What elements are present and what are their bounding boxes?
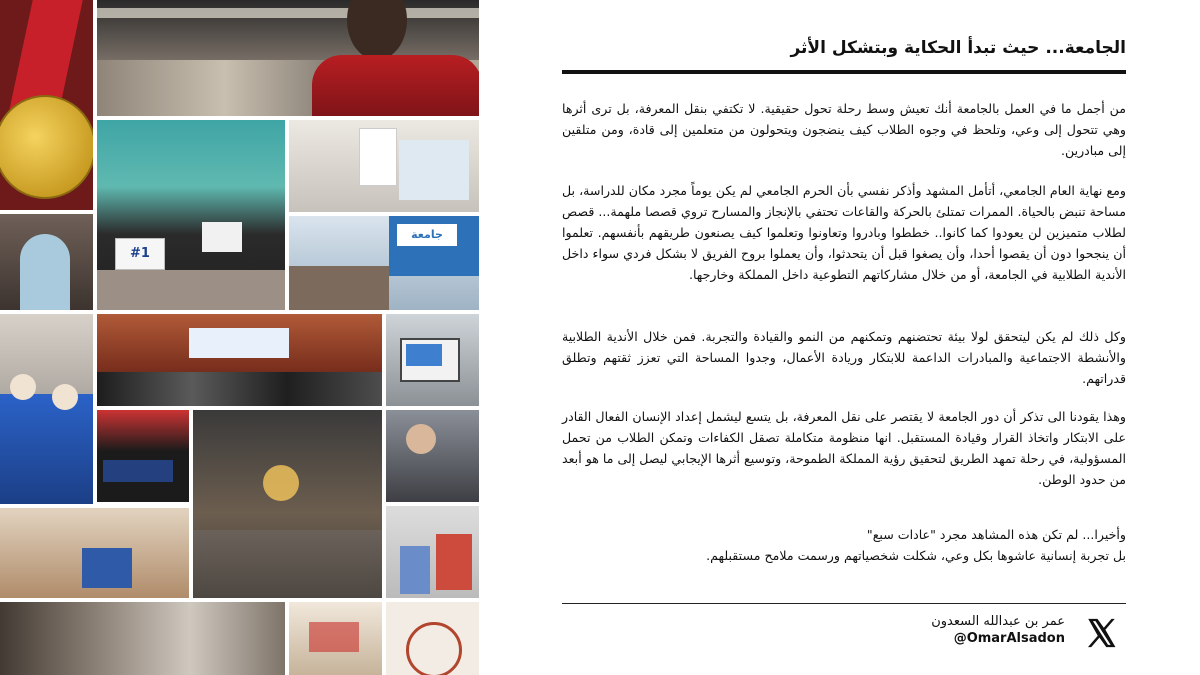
photo-display <box>386 506 479 598</box>
article <box>562 0 1126 675</box>
photo-workbench <box>0 508 189 598</box>
x-logo-icon[interactable] <box>1084 616 1118 650</box>
hashtag-sign-text: #1 <box>130 246 150 261</box>
article-title: الجامعة... حيث تبدأ الحكاية وبتشكل الأثر <box>790 38 1126 58</box>
footer-divider <box>562 603 1126 604</box>
photo-archway <box>0 214 93 310</box>
photo-hall-event <box>97 314 382 406</box>
author-block <box>925 614 1065 646</box>
closing-line-1: وأخيرا... لم تكن هذه المشاهد مجرد "عادات سبع" <box>866 527 1126 542</box>
photo-lab <box>386 410 479 502</box>
paragraph-1: من أجمل ما في العمل بالجامعة أنك تعيش وسط رحلة تحول حقيقية. لا تكتفي بنقل المعرفة، بل ترى أثرها وهي تتحول إلى وعي، وتلحظ في وجوه الطلاب كيف ينضجون ويتحولون من متعلمين إلى قادة، ومن متلقين إلى مبادرين. <box>562 101 1126 158</box>
photo-medal <box>0 0 93 210</box>
photo-booth <box>289 120 479 212</box>
closing-line-2: بل تجربة إنسانية عاشوها بكل وعي، شكلت شخصياتهم ورسمت ملامح مستقبلهم. <box>706 548 1126 563</box>
photo-logo-wall <box>289 602 382 675</box>
title-divider <box>562 70 1126 74</box>
author-handle[interactable]: @OmarAlsadon <box>953 631 1065 646</box>
paragraph-3: وكل ذلك لم يكن ليتحقق لولا بيئة تحتضنهم وتمكنهم من النمو والقيادة والتجربة. فمن خلال الأندية الطلابية والأنشطة الاجتماعية والمبادرات الداعمة للابتكار وريادة الأعمال، وجدوا المساحة التي تعزز ثقتهم وتطلق قدراتهم. <box>562 329 1126 386</box>
photo-night-event <box>193 410 382 598</box>
university-sign-text: جامعة <box>411 228 443 241</box>
paragraph-4: وهذا يقودنا الى تذكر أن دور الجامعة لا يقتصر على نقل المعرفة، بل يتسع ليشمل إعداد الإنسان الفعال القادر على الابتكار واتخاذ القرار وقيادة المستقبل. انها منظومة متكاملة تصقل الكفاءات وتمكن الطلاب من تحمل المسؤولية، في رحلة تمهد الطريق لتحقيق رؤية المملكة الطموحة، وتوسيع أثرها الإيجابي ليصل إلى ما هو أبعد من حدود الوطن. <box>562 409 1126 487</box>
photo-brand-logo <box>386 602 479 675</box>
photo-medical-device <box>386 314 479 406</box>
photo-crowd-volunteer <box>97 0 479 116</box>
photo-university-booth <box>289 216 479 310</box>
photo-dental-training <box>0 314 93 504</box>
photo-collage <box>0 0 480 675</box>
photo-group-event <box>97 120 285 310</box>
author-name: عمر بن عبدالله السعدون <box>931 614 1065 629</box>
paragraph-2: ومع نهاية العام الجامعي، أتأمل المشهد وأذكر نفسي بأن الحرم الجامعي لم يكن يوماً مجرد مكان للدراسة، بل مساحة تنبض بالحياة. الممرات تمتلئ بالحركة والقاعات تحتفي بالإنجاز والمسارح تروي قصصا ملهمة... قصص لطلاب متميزين لن يعودوا كما كانوا.. خططوا وبادروا وتعاونوا وتعلموا كيف يصنعون طريقهم بأنفسهم. تعلموا أن ينجحوا دون أن يقصوا أحدا، وأن يصغوا قبل أن يتحدثوا، وأن يعملوا بروح الفريق لا بشكل فردي سواء داخل الأندية الطلابية في الجامعة، أو من خلال مشاركاتهم التطوعية داخل المملكة وخارجها. <box>562 183 1126 282</box>
closing-paragraph <box>562 524 1126 566</box>
photo-women-group <box>97 410 189 502</box>
photo-crowd-bottom <box>0 602 285 675</box>
